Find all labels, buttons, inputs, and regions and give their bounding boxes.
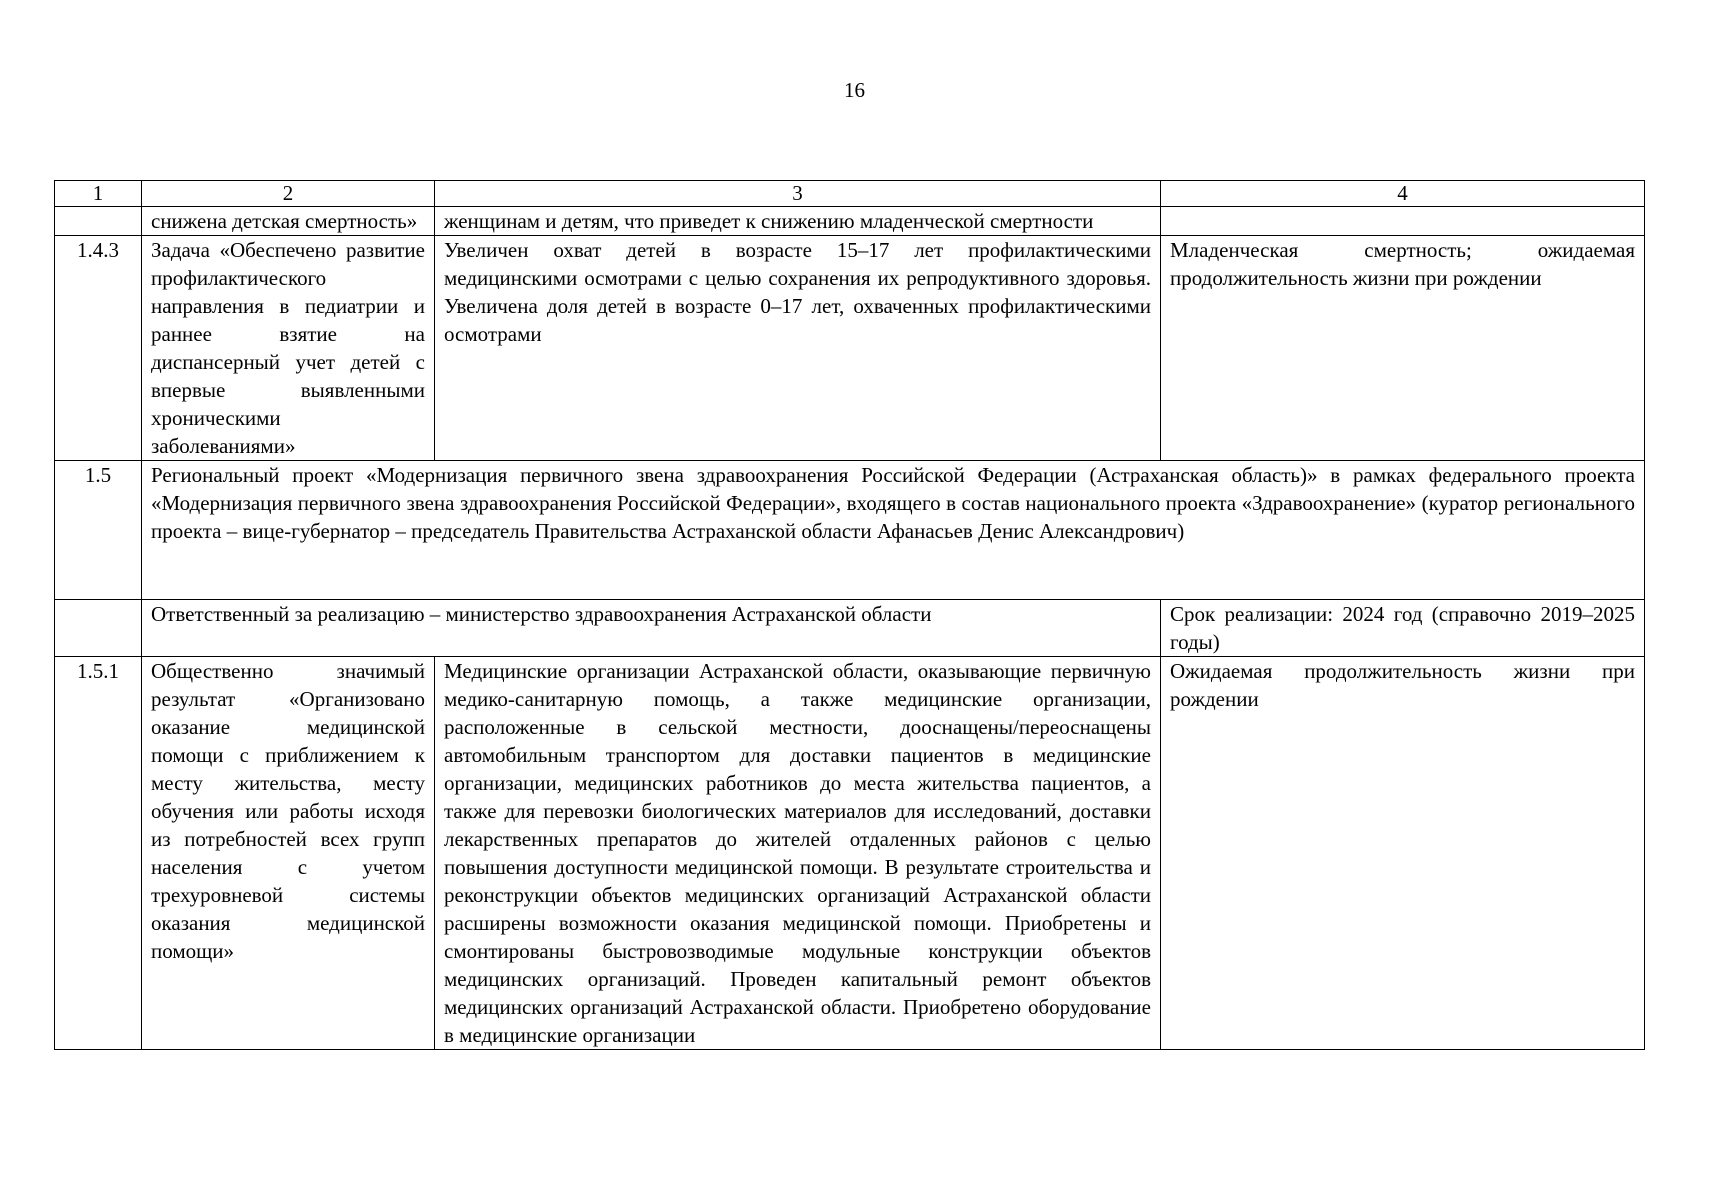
column-header-2: 2	[142, 181, 435, 207]
page-number: 16	[844, 78, 865, 102]
row-number	[55, 600, 142, 657]
table-row	[55, 236, 1645, 461]
indicator-cell: Ожидаемая продолжительность жизни при рождении	[1161, 657, 1645, 1050]
result-cell: женщинам и детям, что приведет к снижению младенческой смертности	[435, 207, 1161, 236]
table-header-row	[55, 181, 1645, 207]
task-cell: Общественно значимый результат «Организовано оказание медицинской помощи с приближением к месту жительства, месту обучения или работы исходя из потребностей всех групп населения с учетом трехуровневой системы оказания медицинской помощи»	[142, 657, 435, 1050]
task-cell: Задача «Обеспечено развитие профилактического направления в педиатрии и раннее взятие на диспансерный учет детей с впервые выявленными хроническими заболеваниями»	[142, 236, 435, 461]
column-header-3: 3	[435, 181, 1161, 207]
result-cell: Медицинские организации Астраханской области, оказывающие первичную медико-санитарную помощь, а также медицинские организации, расположенные в сельской местности, дооснащены/переоснащены автомобильным транспортом для доставки пациентов в медицинские организации, медицинских работников до места жительства пациентов, а также для перевозки биологических материалов для исследований, доставки лекарственных препаратов до жителей отдаленных районов с целью повышения доступности медицинской помощи. В результате строительства и реконструкции объектов медицинских организаций Астраханской области расширены возможности оказания медицинской помощи. Приобретены и смонтированы быстровозводимые модульные конструкции объектов медицинских организаций. Проведен капитальный ремонт объектов медицинских организаций Астраханской области. Приобретено оборудование в медицинские организации	[435, 657, 1161, 1050]
result-cell: Увеличен охват детей в возрасте 15–17 лет профилактическими медицинскими осмотрами с целью сохранения их репродуктивного здоровья. Увеличена доля детей в возрасте 0–17 лет, охваченных профилактическими осмотрами	[435, 236, 1161, 461]
column-header-1: 1	[55, 181, 142, 207]
indicator-cell	[1161, 207, 1645, 236]
term-cell: Срок реализации: 2024 год (справочно 2019–2025 годы)	[1161, 600, 1645, 657]
results-table	[54, 180, 1645, 1050]
row-number: 1.5.1	[55, 657, 142, 1050]
task-cell: снижена детская смертность»	[142, 207, 435, 236]
table-row	[55, 657, 1645, 1050]
responsible-row	[55, 600, 1645, 657]
project-description: Региональный проект «Модернизация первичного звена здравоохранения Российской Федерации (Астраханская область)» в рамках федерального проекта «Модернизация первичного звена здравоохранения Российской Федерации», входящего в состав национального проекта «Здравоохранение» (куратор регионального проекта – вице-губернатор – председатель Правительства Астраханской области Афанасьев Денис Александрович)	[142, 461, 1645, 600]
project-row	[55, 461, 1645, 600]
column-header-4: 4	[1161, 181, 1645, 207]
row-number: 1.4.3	[55, 236, 142, 461]
responsible-cell: Ответственный за реализацию – министерство здравоохранения Астраханской области	[142, 600, 1161, 657]
row-number: 1.5	[55, 461, 142, 600]
table-row	[55, 207, 1645, 236]
indicator-cell: Младенческая смертность; ожидаемая продолжительность жизни при рождении	[1161, 236, 1645, 461]
row-number	[55, 207, 142, 236]
